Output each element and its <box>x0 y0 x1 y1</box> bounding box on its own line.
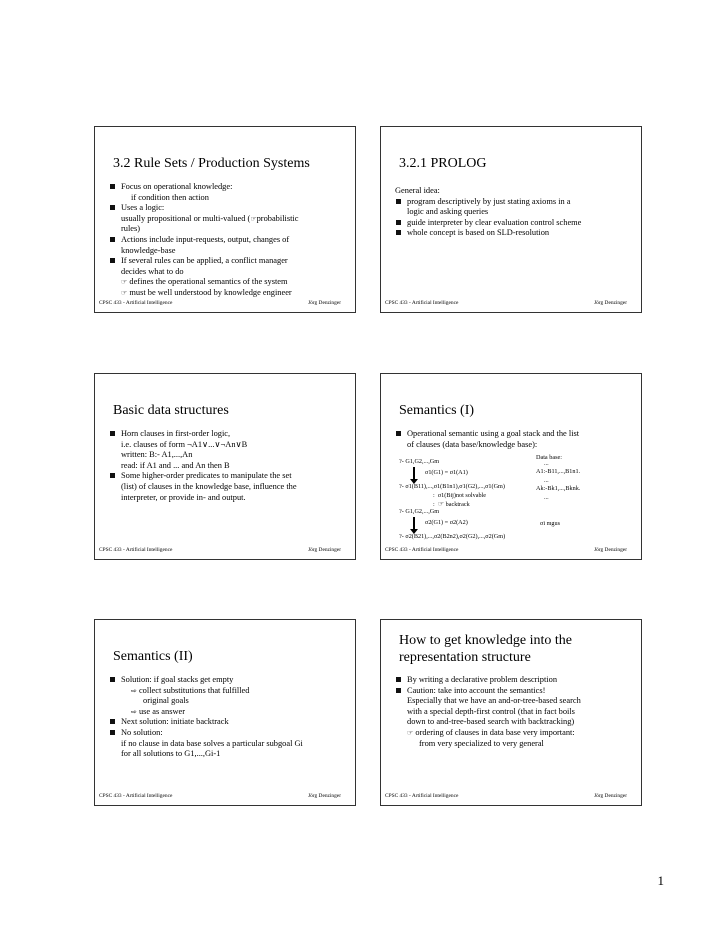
page-number: 1 <box>657 873 664 888</box>
slide-semantics-1 <box>380 373 642 560</box>
slide-title: 3.2 Rule Sets / Production Systems <box>113 156 310 171</box>
bullet: Solution: if goal stacks get empty <box>109 675 347 686</box>
slide-body <box>395 186 633 239</box>
line: ☞ ordering of clauses in data base very important: <box>407 727 575 737</box>
line: Especially that we have an and-or-tree-based search <box>407 696 581 706</box>
clause: A1:-B11,...,B1n1. <box>536 468 581 475</box>
ellipsis: ... <box>544 460 549 467</box>
line: usually propositional or multi-valued (☞probabilistic <box>121 213 299 223</box>
line: (list) of clauses in the knowledge base, influence the <box>121 481 297 491</box>
bullet: Operational semantic using a goal stack and the list <box>395 429 633 440</box>
slide-footer: CPSC 433 - Artificial Intelligence Jörg Denzinger <box>99 547 341 553</box>
bullet: By writing a declarative problem description <box>395 675 633 686</box>
bullet: Caution: take into account the semantics! <box>395 686 633 697</box>
slide-semantics-2 <box>94 619 356 806</box>
line: interpreter, or provide in- and output. <box>121 492 246 502</box>
pointing-hand-icon: ☞ <box>407 728 414 737</box>
bullet: No solution: <box>109 728 347 739</box>
slide-knowledge-into-representation <box>380 619 642 806</box>
slide-footer: CPSC 433 - Artificial Intelligence Jörg Denzinger <box>385 547 627 553</box>
bullet: Horn clauses in first-order logic, <box>109 429 347 440</box>
slide-title: Semantics (II) <box>113 649 193 664</box>
down-arrow-icon <box>413 517 415 531</box>
pointing-hand-icon: ☞ <box>121 278 128 287</box>
slide-footer: CPSC 433 - Artificial Intelligence Jörg Denzinger <box>99 300 341 306</box>
slide-body <box>109 182 347 299</box>
backtrack-label: : ☞ backtrack <box>433 500 470 508</box>
line: knowledge-base <box>121 245 176 255</box>
bullet: Actions include input-requests, output, changes of <box>109 235 347 246</box>
line: down to and-tree-based search with backtracking) <box>407 717 575 727</box>
clause: Ak:-Bk1,...,Bknk. <box>536 485 581 492</box>
slide-body <box>395 675 633 749</box>
slide-title: Basic data structures <box>113 403 229 418</box>
pointing-hand-icon: ☞ <box>437 500 445 508</box>
unifier-label: σ1(G1) = σ1(A1) <box>425 469 468 476</box>
slide-footer: CPSC 433 - Artificial Intelligence Jörg Denzinger <box>385 793 627 799</box>
slide-basic-data-structures <box>94 373 356 560</box>
ellipsis: ... <box>544 477 549 484</box>
mgus-label: σi mgus <box>540 520 561 527</box>
bullet: Uses a logic: <box>109 203 347 214</box>
goal-line: ?- σ1(B11),...,σ1(B1n1),σ1(G2),...,σ1(Gm) <box>399 483 505 490</box>
slide-rule-sets <box>94 126 356 313</box>
slide-footer: CPSC 433 - Artificial Intelligence Jörg Denzinger <box>385 300 627 306</box>
slide-footer: CPSC 433 - Artificial Intelligence Jörg Denzinger <box>99 793 341 799</box>
bullet: Focus on operational knowledge: <box>109 182 347 193</box>
bullet: If several rules can be applied, a conflict manager <box>109 256 347 267</box>
line: if no clause in data base solves a particular subgoal Gi <box>121 738 303 748</box>
arrow-right-icon: ⇨ <box>131 686 137 695</box>
goal-line: ?- G1,G2,...,Gm <box>399 458 440 465</box>
line: written: B:- A1,...,An <box>121 450 193 460</box>
line: ⇨ collect substitutions that fulfilled <box>131 685 250 695</box>
goal-line: ?- G1,G2,...,Gm <box>399 508 440 515</box>
slide-title: How to get knowledge into the representation structure <box>399 633 573 665</box>
unifier-label: σ2(G1) = σ2(A2) <box>425 519 468 526</box>
line: i.e. clauses of form ¬A1∨...∨¬An∨B <box>121 439 248 449</box>
data-base-title: Data base: <box>536 454 562 461</box>
goal-line: ?- σ2(B21),...,σ2(B2n2),σ2(G2),...,σ2(Gm) <box>399 533 506 540</box>
line: read: if A1 and ... and An then B <box>121 460 230 470</box>
line: ☞ must be well understood by knowledge engineer <box>121 287 292 297</box>
line: original goals <box>143 696 189 706</box>
bullet: program descriptively by just stating axioms in a <box>395 197 633 208</box>
line: if condition then action <box>131 192 209 202</box>
line: with a special depth-first control (that in fact boils <box>407 706 575 716</box>
line: ⇨ use as answer <box>131 706 186 716</box>
slide-title: Semantics (I) <box>399 403 475 418</box>
line: for all solutions to G1,...,Gi-1 <box>121 749 221 759</box>
bullet: Next solution: initiate backtrack <box>109 717 347 728</box>
slide-body <box>109 675 347 760</box>
line: from very specialized to very general <box>419 738 544 748</box>
pointing-hand-icon: ☞ <box>121 288 128 297</box>
ellipsis: ... <box>544 494 549 501</box>
slide-title: 3.2.1 PROLOG <box>399 156 487 171</box>
arrow-right-icon: ⇨ <box>131 707 137 716</box>
line: General idea: <box>395 186 440 195</box>
slide-prolog <box>380 126 642 313</box>
line: of clauses (data base/knowledge base): <box>407 439 538 449</box>
bullet: Some higher-order predicates to manipulate the set <box>109 471 347 482</box>
not-solvable-label: : σ1(Bij)not solvable <box>433 492 487 499</box>
data-base-list <box>536 454 626 534</box>
bullet: whole concept is based on SLD-resolution <box>395 228 633 239</box>
line: decides what to do <box>121 266 184 276</box>
down-arrow-icon <box>413 467 415 481</box>
line: ☞ defines the operational semantics of the system <box>121 277 288 287</box>
line: logic and asking queries <box>407 207 489 217</box>
bullet: guide interpreter by clear evaluation control scheme <box>395 218 633 229</box>
line: rules) <box>121 224 141 234</box>
slide-body <box>395 429 633 450</box>
pointing-hand-icon: ☞ <box>250 214 257 223</box>
slide-body <box>109 429 347 503</box>
